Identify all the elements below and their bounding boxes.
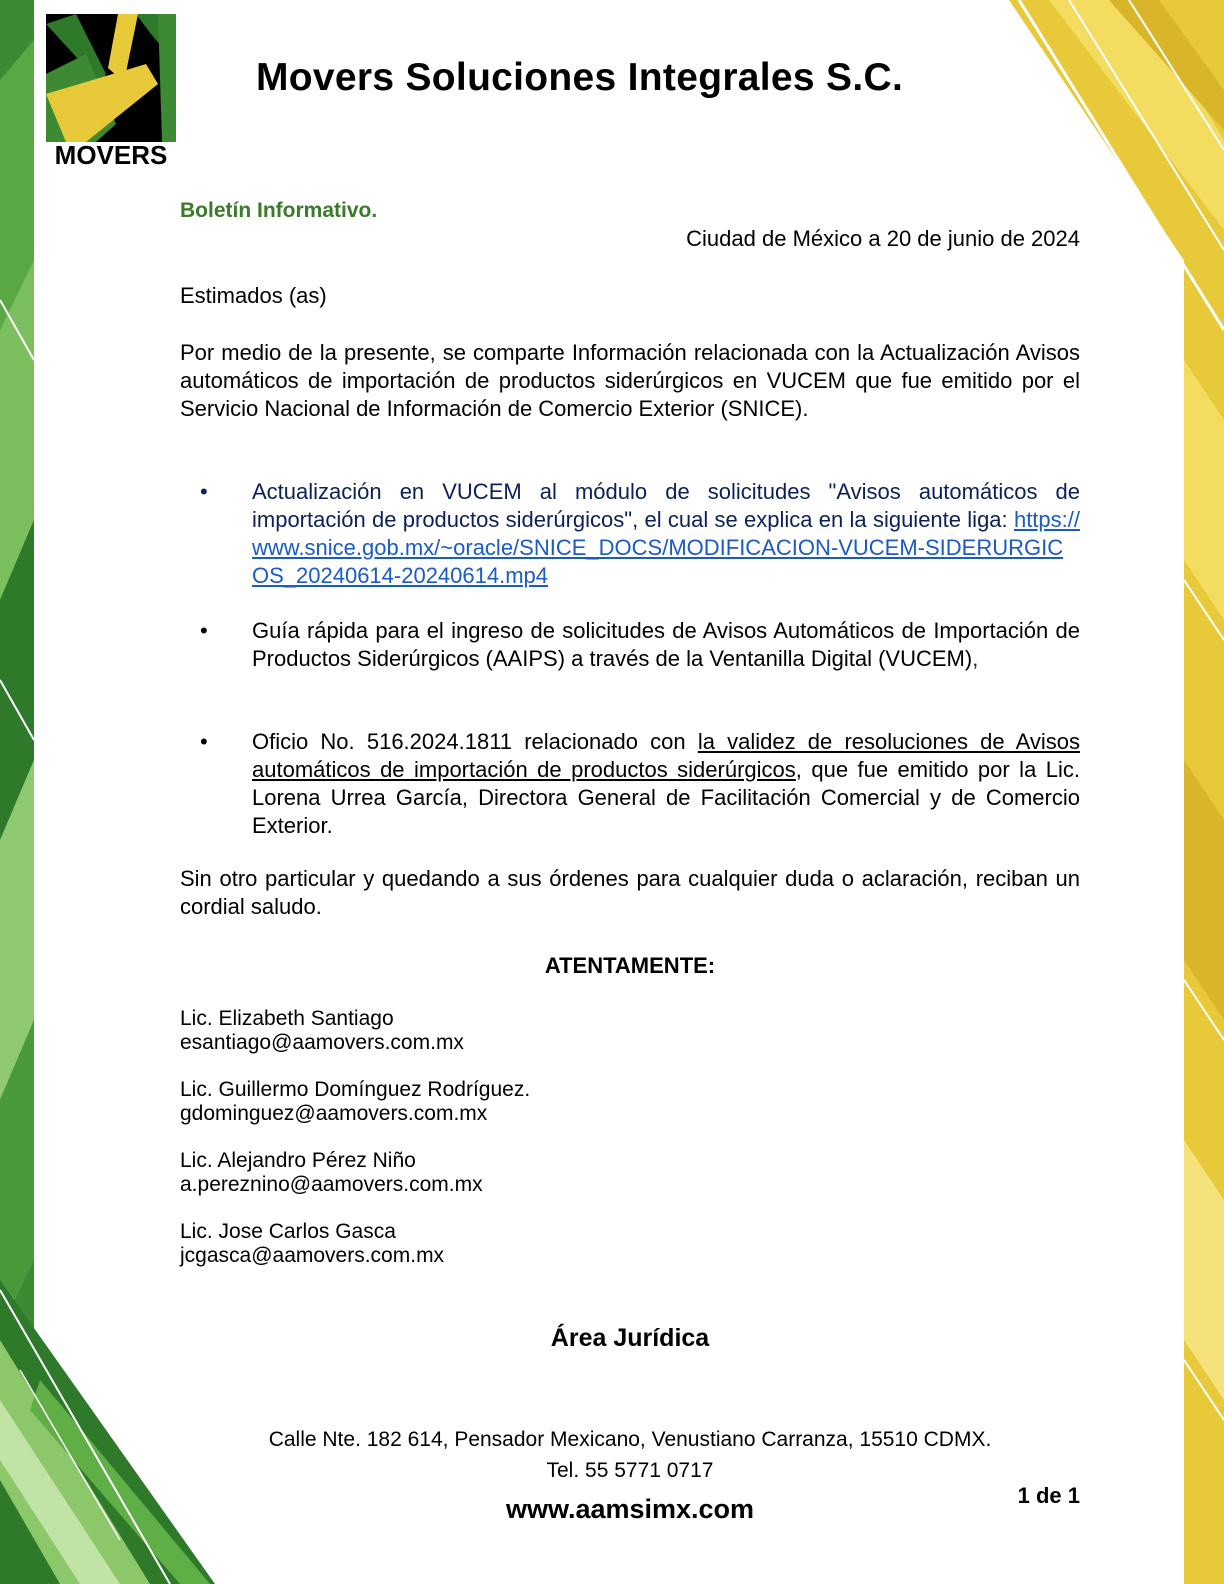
bullet-marker: • bbox=[200, 618, 208, 643]
bullet-item-vucem-update bbox=[252, 478, 1080, 590]
footer-website[interactable]: www.aamsimx.com bbox=[505, 1494, 755, 1524]
bullet-item-quick-guide bbox=[252, 617, 1080, 673]
oficio-underlined-text: la validez de resoluciones de Avisos automáticos de importación de productos siderúrgicos bbox=[252, 729, 1080, 782]
contact-email[interactable]: a.pereznino@aamovers.com.mx bbox=[180, 1173, 483, 1196]
snice-video-link[interactable]: https://www.snice.gob.mx/~oracle/SNICE_DOCS/MODIFICACION-VUCEM-SIDERURGICOS_20240614-20240614.mp4 bbox=[252, 507, 1080, 588]
closing-paragraph: Sin otro particular y quedando a sus órdenes para cualquier duda o aclaración, reciban un cordial saludo. bbox=[180, 866, 1080, 919]
bullet-item-text: Guía rápida para el ingreso de solicitudes de Avisos Automáticos de Importación de Productos Siderúrgicos (AAIPS) a través de la Ventanilla Digital (VUCEM) bbox=[252, 618, 1080, 671]
contact-name: Lic. Jose Carlos Gasca bbox=[180, 1220, 396, 1243]
bullet-item-text: Oficio No. 516.2024.1811 relacionado con bbox=[252, 729, 698, 754]
department-name: Área Jurídica bbox=[550, 1324, 710, 1352]
logo-text: MOVERS bbox=[54, 140, 168, 166]
bullet-item-oficio bbox=[252, 728, 1080, 840]
bullet-item-text: , que fue emitido por la Lic. Lorena Urrea García, Directora General de Facilitación Comercial y de Comercio Exterior. bbox=[252, 757, 1080, 838]
date-line: Ciudad de México a 20 de junio de 2024 bbox=[686, 226, 1080, 251]
contact-name: Lic. Guillermo Domínguez Rodríguez. bbox=[180, 1078, 531, 1101]
bullet-marker: • bbox=[200, 729, 208, 754]
movers-logo bbox=[46, 14, 176, 166]
bullet-marker: • bbox=[200, 479, 208, 504]
intro-paragraph: Por medio de la presente, se comparte Información relacionada con la Actualización Avisos automáticos de importación de productos siderúrgicos en VUCEM que fue emitido por el Servicio Nacional de Información de Comercio Exterior (SNICE). bbox=[180, 340, 1080, 421]
bulletin-title: Boletín Informativo. bbox=[180, 199, 378, 222]
contact-email[interactable]: jcgasca@aamovers.com.mx bbox=[180, 1244, 445, 1267]
contact-block bbox=[180, 1007, 464, 1055]
bullet-item-text: Actualización en VUCEM al módulo de solicitudes "Avisos automáticos de importación de productos siderúrgicos", el cual se explica en la siguiente liga: bbox=[252, 479, 1080, 532]
contact-block bbox=[180, 1149, 483, 1197]
contact-block bbox=[180, 1078, 530, 1126]
footer-phone: Tel. 55 5771 0717 bbox=[546, 1459, 714, 1482]
contact-email[interactable]: gdominguez@aamovers.com.mx bbox=[180, 1102, 488, 1125]
contact-email[interactable]: esantiago@aamovers.com.mx bbox=[180, 1031, 464, 1054]
contact-name: Lic. Alejandro Pérez Niño bbox=[180, 1149, 416, 1172]
signoff-heading: ATENTAMENTE: bbox=[544, 953, 716, 978]
company-name: Movers Soluciones Integrales S.C. bbox=[256, 56, 904, 99]
footer-address: Calle Nte. 182 614, Pensador Mexicano, Venustiano Carranza, 15510 CDMX. bbox=[268, 1428, 992, 1451]
contact-block bbox=[180, 1220, 444, 1268]
contact-name: Lic. Elizabeth Santiago bbox=[180, 1007, 394, 1030]
bullet-item-comma: , bbox=[972, 646, 979, 671]
page-number: 1 de 1 bbox=[1017, 1483, 1080, 1508]
greeting: Estimados (as) bbox=[180, 283, 327, 308]
